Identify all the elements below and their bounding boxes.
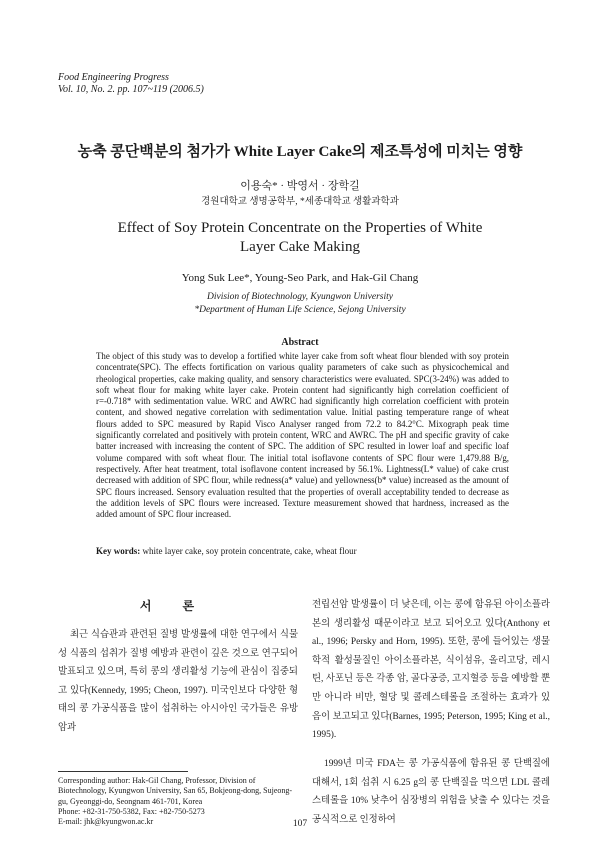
- keywords-label: Key words:: [96, 546, 141, 556]
- intro-left-column: [58, 626, 298, 738]
- journal-name: Food Engineering Progress: [58, 72, 169, 83]
- korean-affiliation: 경원대학교 생명공학부, *세종대학교 생활과학과: [201, 197, 399, 207]
- keywords-text: white layer cake, soy protein concentrate, cake, wheat flour: [142, 546, 357, 556]
- english-affiliations: [0, 291, 600, 317]
- korean-authors: 이용숙* · 박영서 · 장학길: [240, 180, 360, 192]
- footnote-divider: [58, 771, 188, 772]
- english-authors: Yong Suk Lee*, Young-Seo Park, and Hak-Gil Chang: [181, 272, 419, 284]
- footnote-email: E-mail: jhk@kyungwon.ac.kr: [58, 817, 154, 827]
- affiliation-2: *Department of Human Life Science, Sejong University: [194, 305, 406, 315]
- abstract-body: The object of this study was to develop a fortified white layer cake from soft wheat flour blended with soy protein concentrate(SPC). The effects fortification on various quality parameters of cake such as physicochemical and rheological properties, cake making quality, and sensory characteristics were evaluated. SPC(3-24%) was added to soft wheat flour for making white layer cake. Protein content had significantly high correlation coefficient of r=-0.718* with sedimentation value. WRC and AWRC had significantly high correlation coefficient with protein content, and showed negative correlation with sedimentation value. Initial pasting temperature range of wheat flours added to SPC measured by Rapid Visco Analyser ranged from 72.2 to 84.2°C. Mixograph peak time significantly correlated and positively with protein content, WRC and AWRC. The pH and specific gravity of cake batter increased with increasing the content of SPC. The addition of SPC resulted in lower loaf and specific loaf volume compared with soft wheat flour. The initial total isoflavone contents of SPC flour were 1,479.88 B/g, respectively. After heat treatment, total isoflavone content increased by 56.1%. Lightness(L* value) of cake crust decreased with addition of SPC flour, while redness(a* value) and yellowness(b* value) increased as the amount of SPC flours increased. Sensory evaluation resulted that the properties of overall acceptability tended to decrease as the addition levels of SPC flours were increased. Texture measurement showed that hardness, increased as the added amount of SPC flour increased.: [96, 351, 509, 520]
- intro-paragraph-3: 1999년 미국 FDA는 콩 가공식품에 함유된 콩 단백질에 대해서, 1회 섭취 시 6.25 g의 콩 단백질을 먹으면 LDL 콜레스테롤을 10% 낮추어 심장병의 위험을 낮출 수 있다는 것을 공식적으로 인정하여: [312, 759, 550, 825]
- intro-paragraph-2: 전립선암 발생률이 더 낮은데, 이는 콩에 함유된 아이소플라본의 생리활성 때문이라고 보고 되어오고 있다(Anthony et al., 1996; Persky and Horn, 1995). 또한, 콩에 들어있는 생물학적 활성물질인 아이소플라본, 식이섬유, 올리고당, 레시틴, 사포닌 등은 각종 암, 골다공증, 고지혈증 등을 예방할 뿐만 아니라 비만, 혈당 및 콜레스테롤을 조절하는 효과가 있음이 보고되고 있다(Barnes, 1995; Peterson, 1995; King et al., 1995).: [312, 600, 550, 741]
- english-title: Effect of Soy Protein Concentrate on the Properties of White Layer Cake Making: [117, 220, 483, 255]
- keywords: [96, 546, 509, 556]
- korean-title: 농축 콩단백분의 첨가가 White Layer Cake의 제조특성에 미치는 영향: [77, 144, 523, 160]
- abstract-heading: Abstract: [281, 337, 319, 348]
- journal-volume: Vol. 10, No. 2. pp. 107~119 (2006.5): [58, 84, 204, 95]
- footnote-corresponding: Corresponding author: Hak-Gil Chang, Professor, Division of Biotechnology, Kyungwon University, San 65, Bokjeong-dong, Sujeong-gu, Gyeonggi-do, Seongnam 461-701, Korea: [58, 776, 293, 806]
- footnote-phone: Phone: +82-31-750-5382, Fax: +82-750-5273: [58, 806, 205, 816]
- page-number: 107: [292, 819, 308, 829]
- section-heading: 서 론: [139, 599, 209, 613]
- intro-right-column: [312, 596, 550, 745]
- journal-header: [58, 72, 204, 96]
- intro-paragraph-1: 최근 식습관과 관련된 질병 발생률에 대한 연구에서 식물성 식품의 섭취가 질병 예방과 관련이 깊은 것으로 연구되어 발표되고 있으며, 특히 콩의 생리활성 기능에 관심이 집중되고 있다(Kennedy, 1995; Cheon, 1997). 미국인보다 다양한 형태의 콩 가공식품을 많이 섭취하는 아시아인 국가들은 유방암과: [58, 630, 298, 733]
- affiliation-1: Division of Biotechnology, Kyungwon University: [206, 292, 393, 302]
